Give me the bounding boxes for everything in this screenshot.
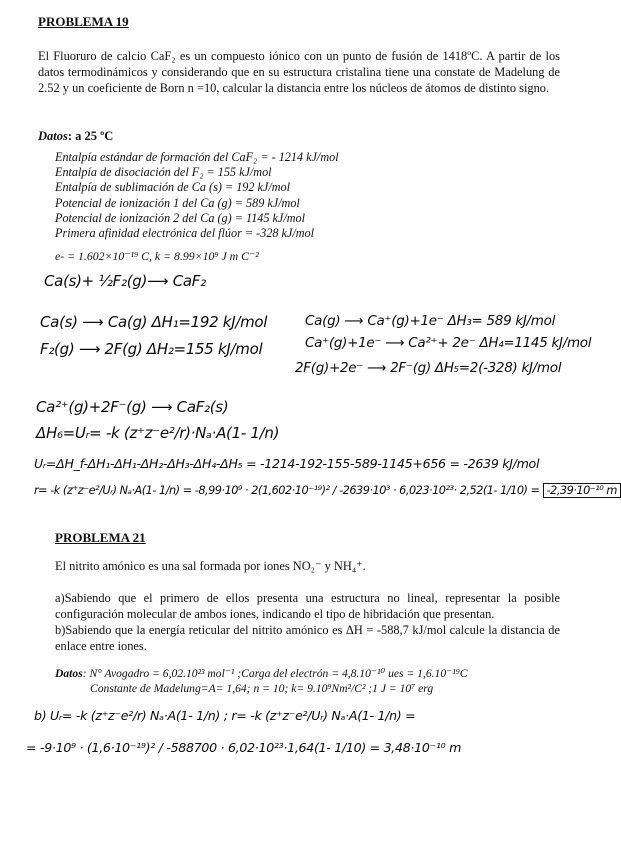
dato-sublimation: Entalpía de sublimación de Ca (s) = 192 kJ/mol [55,180,291,195]
hand-global-reaction: Ca(s)+ ½F₂(g)⟶ CaF₂ [44,272,206,290]
problem-19-title: PROBLEMA 19 [38,14,129,29]
constants-line: e- = 1.602×10⁻¹⁹ C, k = 8.99×10⁹ J m C⁻² [55,249,259,263]
hand-step-4: Ca⁺(g)+1e⁻ ⟶ Ca²⁺+ 2e⁻ ΔH₄=1145 kJ/mol [305,335,592,351]
problem-21-part-a: a)Sabiendo que el primero de ellos presenta una estructura no lineal, representar la posible configuración molecular de ambos iones, indicando el tipo de hibridación que presentan. [55,591,560,621]
problem-21-title: PROBLEMA 21 [55,530,146,545]
hand-lattice-formula: ΔH₆=Uᵣ= -k (z⁺z⁻e²/r)·Nₐ·A(1- 1/n) [36,424,280,442]
problem-21-part-b: b)Sabiendo que la energía reticular del nitrito amónico es ΔH = -588,7 kJ/mol calcule la distancia de enlace entre iones. [55,623,560,653]
problem-21-datos-values-1: : N° Avogadro = 6,02.10²³ mol⁻¹ ;Carga del electrón = 4,8.10⁻¹⁰ ues = 1,6.10⁻¹⁹C [82,667,468,680]
hand-step-3: Ca(g) ⟶ Ca⁺(g)+1e⁻ ΔH₃= 589 kJ/mol [305,313,556,329]
hand-distance-result: -2,39·10⁻¹⁰ m [543,483,621,498]
dato-formation: Entalpía estándar de formación del CaF₂ = - 1214 kJ/mol [55,150,339,164]
hand-p21-result: = -9·10⁹ · (1,6·10⁻¹⁹)² / -588700 · 6,02·10²³·1,64(1- 1/10) = 3,48·10⁻¹⁰ m [26,740,462,755]
hand-lattice-calc: Uᵣ=ΔH_f-ΔH₁-ΔH₁-ΔH₂-ΔH₃-ΔH₄-ΔH₅ = -1214-192-155-589-1145+656 = -2639 kJ/mol [34,456,540,471]
hand-distance-calc [34,484,621,497]
datos-label: Datos [38,129,68,143]
hand-p21-formula: b) Uᵣ= -k (z⁺z⁻e²/r) Nₐ·A(1- 1/n) ; r= -k (z⁺z⁻e²/Uᵣ) Nₐ·A(1- 1/n) = [34,708,416,723]
hand-step-5: 2F(g)+2e⁻ ⟶ 2F⁻(g) ΔH₅=2(-328) kJ/mol [295,360,562,376]
problem-19-statement: El Fluoruro de calcio CaF₂ es un compuesto iónico con un punto de fusión de 1418ºC. A partir de los datos termodinámicos y considerando que en su estructura cristalina tiene una constate de Madelung de 2.52 y un coeficiente de Born n =10, calcular la distancia entre los núcleos de átomos de distinto signo. [38,49,560,95]
problem-21-datos [55,667,565,696]
hand-step-2: F₂(g) ⟶ 2F(g) ΔH₂=155 kJ/mol [40,340,263,358]
datos-heading [38,129,113,144]
problem-21-intro: El nitrito amónico es una sal formada por iones NO₂⁻ y NH₄⁺. [55,559,366,573]
problem-21-datos-line-2 [55,682,565,697]
problem-21-datos-values-2: Constante de Madelung=A= 1,64; n = 10; k= 9.10⁹Nm²/C² ;1 J = 10⁷ erg [90,681,434,695]
problem-21-datos-line-1 [55,667,565,682]
hand-distance-expression: r= -k (z⁺z⁻e²/Uᵣ) Nₐ·A(1- 1/n) = -8,99·10⁹ · 2(1,602·10⁻¹⁹)² / -2639·10³ · 6,023·10²³· 2,52(1- 1/10) = [34,484,540,497]
dato-dissociation: Entalpía de disociación del F₂ = 155 kJ/mol [55,165,272,180]
dato-ionization-1: Potencial de ionización 1 del Ca (g) = 589 kJ/mol [55,195,300,210]
dato-ionization-2: Potencial de ionización 2 del Ca (g) = 1145 kJ/mol [55,210,306,225]
datos-temperature: : a 25 ºC [67,129,114,143]
problem-21-datos-label: Datos [55,667,83,680]
hand-step-6: Ca²⁺(g)+2F⁻(g) ⟶ CaF₂(s) [36,398,229,416]
hand-step-1: Ca(s) ⟶ Ca(g) ΔH₁=192 kJ/mol [40,313,268,331]
dato-electron-affinity: Primera afinidad electrónica del flúor = -328 kJ/mol [55,226,315,241]
datos-list [55,150,535,241]
